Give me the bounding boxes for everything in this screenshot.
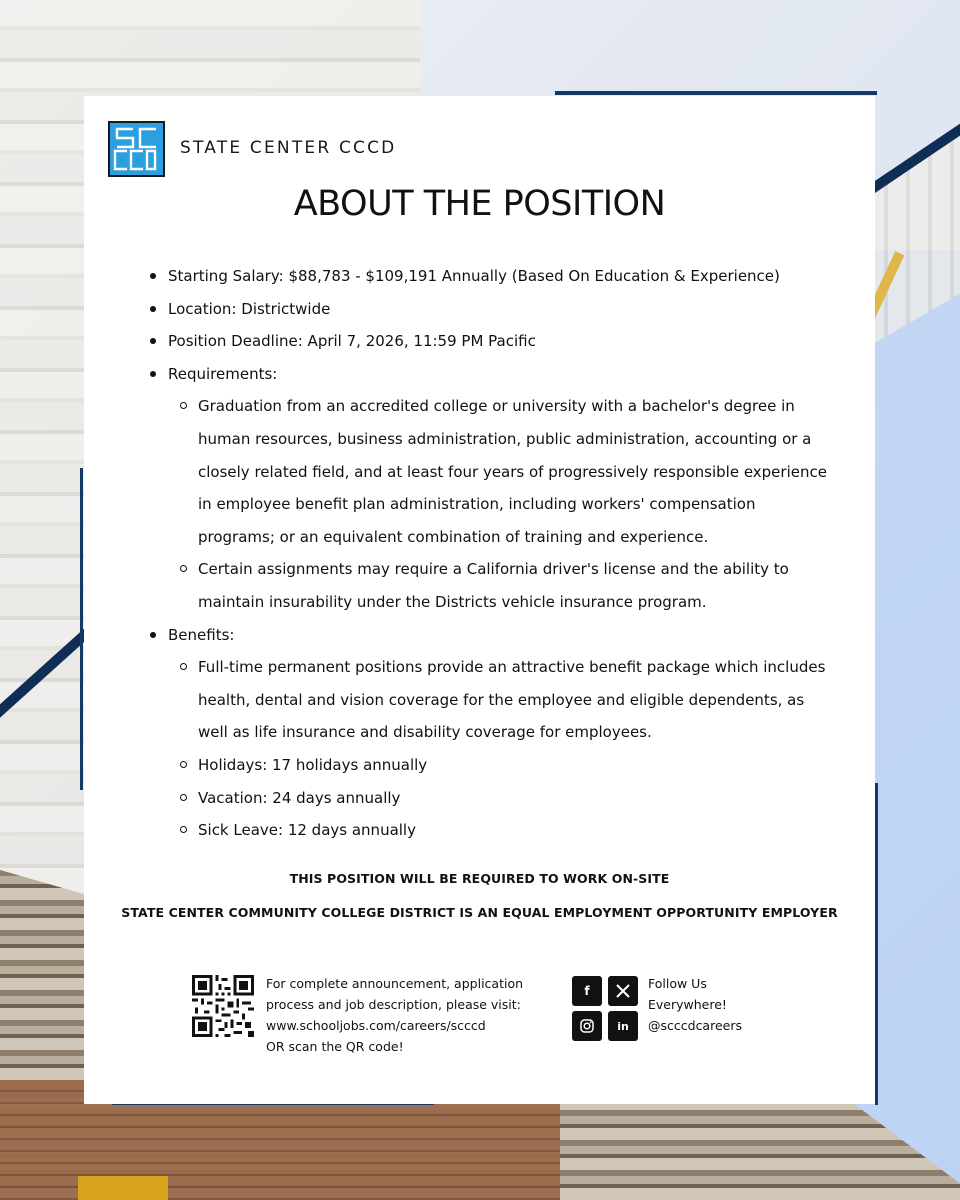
follow-line: Follow Us — [648, 976, 707, 991]
apply-line: process and job description, please visit: — [266, 997, 521, 1012]
x-icon[interactable] — [608, 976, 638, 1006]
application-info — [266, 973, 556, 1057]
benefit-item: Holidays: 17 holidays annually — [168, 749, 828, 782]
flyer-card — [84, 96, 875, 1104]
facebook-icon[interactable]: f — [572, 976, 602, 1006]
salary-item: Starting Salary: $88,783 - $109,191 Annually (Based On Education & Experience) — [148, 260, 828, 293]
benefit-item: Sick Leave: 12 days annually — [168, 814, 828, 847]
page-title: ABOUT THE POSITION — [293, 184, 666, 224]
eeo-notice: STATE CENTER COMMUNITY COLLEGE DISTRICT IS AN EQUAL EMPLOYMENT OPPORTUNITY EMPLOYER — [121, 905, 838, 920]
frame-line-left — [80, 468, 83, 790]
district-logo — [108, 121, 165, 177]
frame-line-top — [555, 91, 877, 95]
requirement-item: Certain assignments may require a California driver's license and the ability to maintain insurability under the Districts vehicle insurance program. — [168, 553, 828, 618]
instagram-icon[interactable] — [572, 1011, 602, 1041]
benefits-label: Benefits: — [168, 625, 235, 644]
position-details — [148, 260, 828, 847]
details-list — [148, 260, 828, 847]
gold-accent — [78, 1176, 168, 1200]
onsite-notice: THIS POSITION WILL BE REQUIRED TO WORK ON-SITE — [289, 871, 670, 886]
requirements-list — [168, 390, 828, 618]
requirements-item — [148, 358, 828, 619]
benefits-item — [148, 619, 828, 847]
linkedin-icon[interactable]: in — [608, 1011, 638, 1041]
follow-line: Everywhere! — [648, 997, 727, 1012]
social-icons — [572, 976, 642, 1042]
benefit-item: Vacation: 24 days annually — [168, 782, 828, 815]
apply-line: For complete announcement, application — [266, 976, 524, 991]
brand-name: STATE CENTER CCCD — [180, 138, 397, 158]
qr-code[interactable] — [192, 975, 254, 1037]
requirements-label: Requirements: — [168, 364, 278, 383]
requirement-item: Graduation from an accredited college or university with a bachelor's degree in human resources, business administration, public administration, accounting or a closely related field, and at least four years of progressively responsible experience in employee benefit plan administration, including workers' compensation programs; or an equivalent combination of training and experience. — [168, 390, 828, 553]
deadline-item: Position Deadline: April 7, 2026, 11:59 PM Pacific — [148, 325, 828, 358]
location-item: Location: Districtwide — [148, 293, 828, 326]
social-handle[interactable]: @scccdcareers — [648, 1018, 742, 1033]
apply-line: OR scan the QR code! — [266, 1039, 404, 1054]
benefit-item: Full-time permanent positions provide an attractive benefit package which includes health, dental and vision coverage for the employee and eligible dependents, as well as life insurance and disability coverage for employees. — [168, 651, 828, 749]
frame-line-right — [875, 783, 878, 1105]
benefits-list — [168, 651, 828, 847]
follow-info — [648, 973, 848, 1036]
apply-url[interactable]: www.schooljobs.com/careers/scccd — [266, 1018, 486, 1033]
